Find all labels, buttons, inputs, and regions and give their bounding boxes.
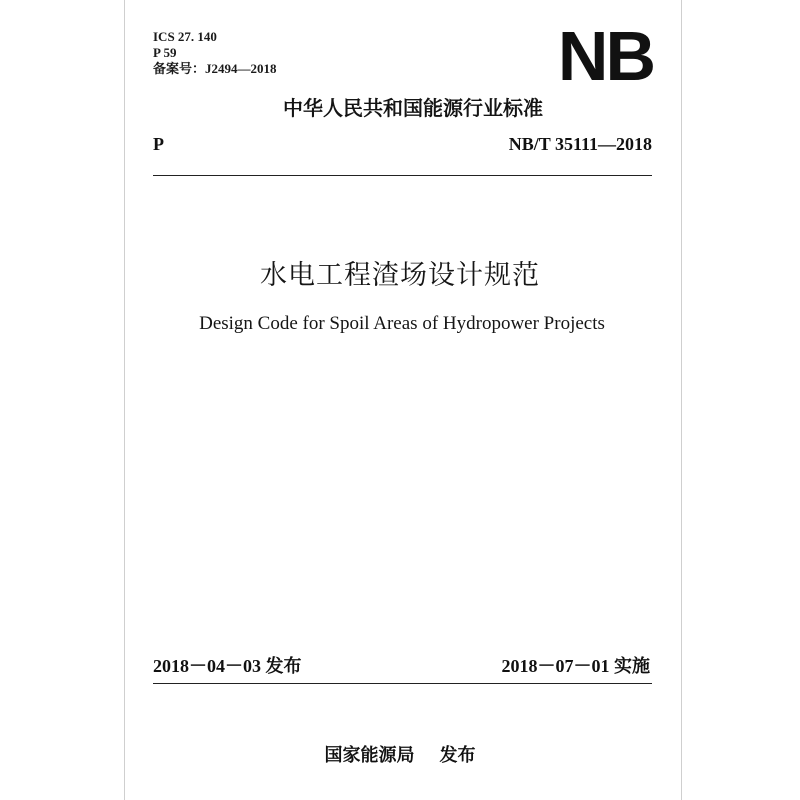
nb-logo: NB <box>557 17 653 95</box>
issue-date: 2018－04－03 发布 <box>153 656 302 676</box>
document-title-chinese: 水电工程渣场设计规范 <box>260 260 540 291</box>
standard-number: NB/T 35111—2018 <box>508 134 652 154</box>
category-letter: P <box>153 134 164 154</box>
record-number: 备案号：J2494—2018 <box>153 61 277 76</box>
bottom-divider <box>153 683 652 684</box>
effective-date: 2018－07－01 实施 <box>501 656 650 676</box>
classification-block <box>153 29 277 77</box>
document-title-english: Design Code for Spoil Areas of Hydropower Projects <box>199 313 605 334</box>
publisher: 国家能源局 发布 <box>324 745 476 766</box>
ccs-code: P 59 <box>153 45 177 60</box>
top-divider <box>153 175 652 176</box>
ics-code: ICS 27. 140 <box>153 29 217 44</box>
industry-standard-title: 中华人民共和国能源行业标准 <box>283 96 543 120</box>
